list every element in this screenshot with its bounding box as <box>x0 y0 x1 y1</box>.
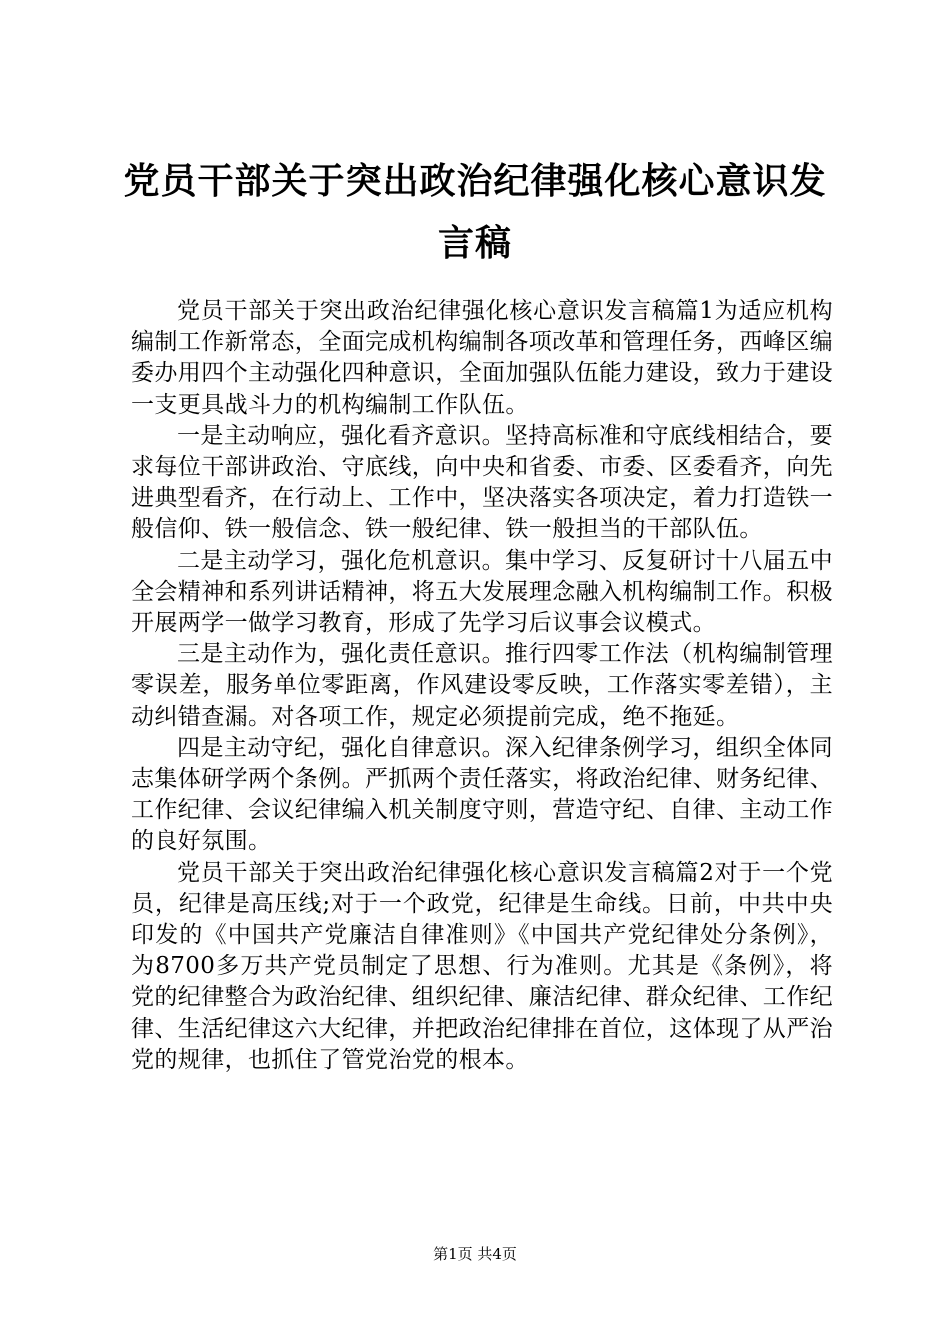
page-footer: 第1页 共4页 <box>433 1245 517 1263</box>
document-title: 党员干部关于突出政治纪律强化核心意识发言稿 <box>123 160 827 264</box>
document-body <box>131 296 833 1076</box>
paragraph: 二是主动学习，强化危机意识。集中学习、反复研讨十八届五中全会精神和系列讲话精神，将五大发展理念融入机构编制工作。积极开展两学一做学习教育，形成了先学习后议事会议模式。 <box>131 547 833 637</box>
paragraph: 三是主动作为，强化责任意识。推行四零工作法（机构编制管理零误差，服务单位零距离，作风建设零反映，工作落实零差错），主动纠错查漏。对各项工作，规定必须提前完成，绝不拖延。 <box>131 641 833 730</box>
paragraph: 党员干部关于突出政治纪律强化核心意识发言稿篇1为适应机构编制工作新常态，全面完成机构编制各项改革和管理任务，西峰区编委办用四个主动强化四种意识，全面加强队伍能力建设，致力于建设一支更具战斗力的机构编制工作队伍。 <box>131 298 833 418</box>
paragraph: 一是主动响应，强化看齐意识。坚持高标准和守底线相结合，要求每位干部讲政治、守底线，向中央和省委、市委、区委看齐，向先进典型看齐，在行动上、工作中，坚决落实各项决定，着力打造铁一般信仰、铁一般信念、铁一般纪律、铁一般担当的干部队伍。 <box>131 422 833 543</box>
paragraph: 党员干部关于突出政治纪律强化核心意识发言稿篇2对于一个党员，纪律是高压线;对于一个政党，纪律是生命线。日前，中共中央印发的《中国共产党廉洁自律准则》《中国共产党纪律处分条例》，为8700多万共产党员制定了思想、行为准则。尤其是《条例》，将党的纪律整合为政治纪律、组织纪律、廉洁纪律、群众纪律、工作纪律、生活纪律这六大纪律，并把政治纪律排在首位，这体现了从严治党的规律，也抓住了管党治党的根本。 <box>131 859 833 1073</box>
paragraph: 四是主动守纪，强化自律意识。深入纪律条例学习，组织全体同志集体研学两个条例。严抓两个责任落实，将政治纪律、财务纪律、工作纪律、会议纪律编入机关制度守则，营造守纪、自律、主动工作的良好氛围。 <box>131 734 833 855</box>
